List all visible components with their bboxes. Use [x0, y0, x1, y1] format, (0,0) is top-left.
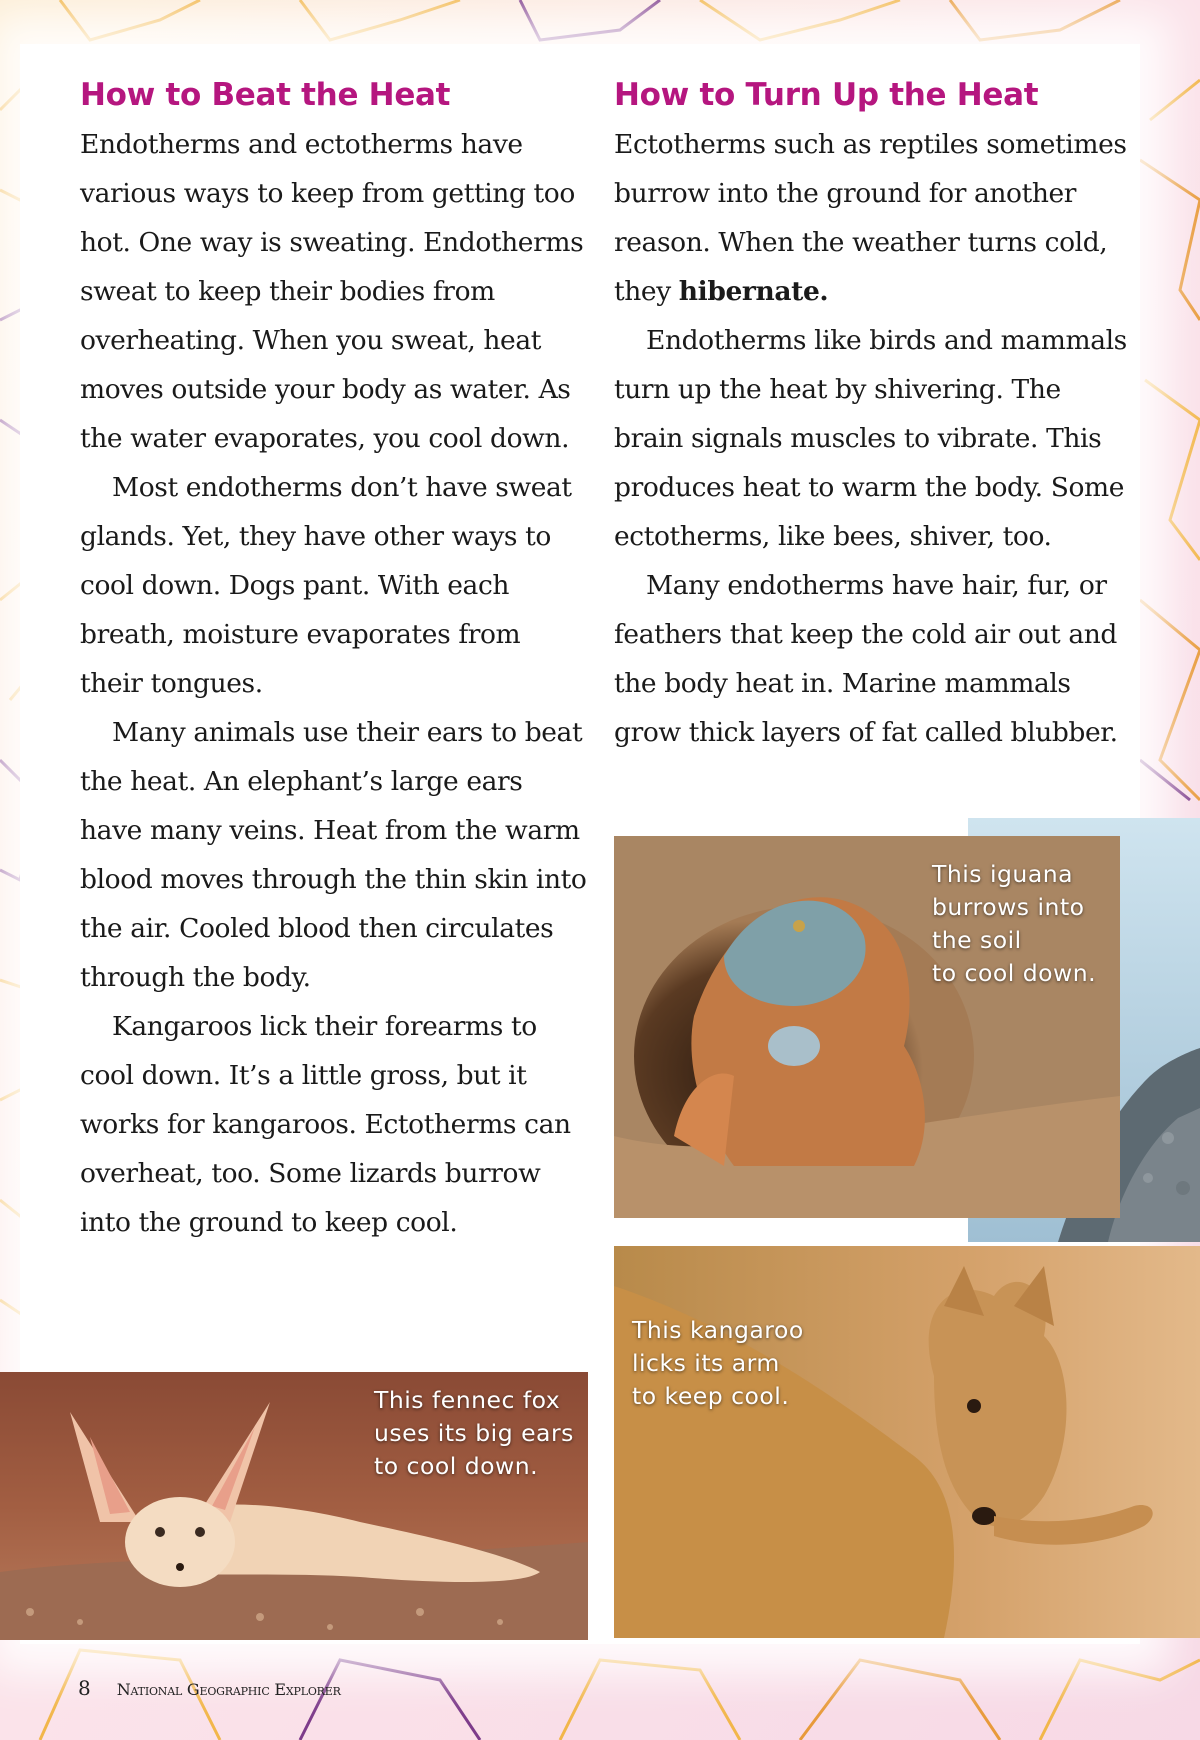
section-heading-turn-up-the-heat: How to Turn Up the Heat: [614, 77, 1039, 113]
iguana-caption: This iguana burrows into the soil to cool down.: [932, 860, 1097, 987]
body-paragraph: Many animals use their ears to beat the heat. An elephant’s large ears have many veins. Heat from the warm blood moves through the thin skin into the air. Cooled blood then circulates through the body.: [80, 717, 587, 993]
right-column: [614, 74, 1134, 757]
page-footer: [78, 1676, 341, 1700]
kangaroo-photo: [614, 1246, 1200, 1638]
vocabulary-term: hibernate.: [678, 276, 829, 307]
section-heading-beat-the-heat: How to Beat the Heat: [80, 77, 451, 113]
body-paragraph: Kangaroos lick their forearms to cool down. It’s a little gross, but it works for kangaroos. Ectotherms can overheat, too. Some lizards burrow into the ground to keep cool.: [80, 1011, 571, 1238]
left-column: [80, 74, 590, 1247]
body-paragraph: Endotherms like birds and mammals turn up the heat by shivering. The brain signals muscles to vibrate. This produces heat to warm the body. Some ectotherms, like bees, shiver, too.: [614, 325, 1127, 552]
body-paragraph: Many endotherms have hair, fur, or feathers that keep the cold air out and the body heat in. Marine mammals grow thick layers of fat called blubber.: [614, 570, 1118, 748]
body-paragraph: [614, 120, 1134, 316]
body-paragraph: Most endotherms don’t have sweat glands. Yet, they have other ways to cool down. Dogs pant. With each breath, moisture evaporates from their tongues.: [80, 472, 572, 699]
page-number: 8: [78, 1676, 91, 1700]
magazine-name: National Geographic Explorer: [116, 1680, 341, 1699]
kangaroo-caption: This kangaroo licks its arm to keep cool.: [632, 1316, 804, 1410]
body-text: Ectotherms such as reptiles sometimes burrow into the ground for another reason. When the weather turns cold, they: [614, 129, 1127, 307]
fennec-fox-caption: This fennec fox uses its big ears to cool down.: [374, 1386, 574, 1480]
body-paragraph: Endotherms and ectotherms have various ways to keep from getting too hot. One way is sweating. Endotherms sweat to keep their bodies from overheating. When you sweat, heat moves outside your body as water. As the water evaporates, you cool down.: [80, 129, 584, 454]
